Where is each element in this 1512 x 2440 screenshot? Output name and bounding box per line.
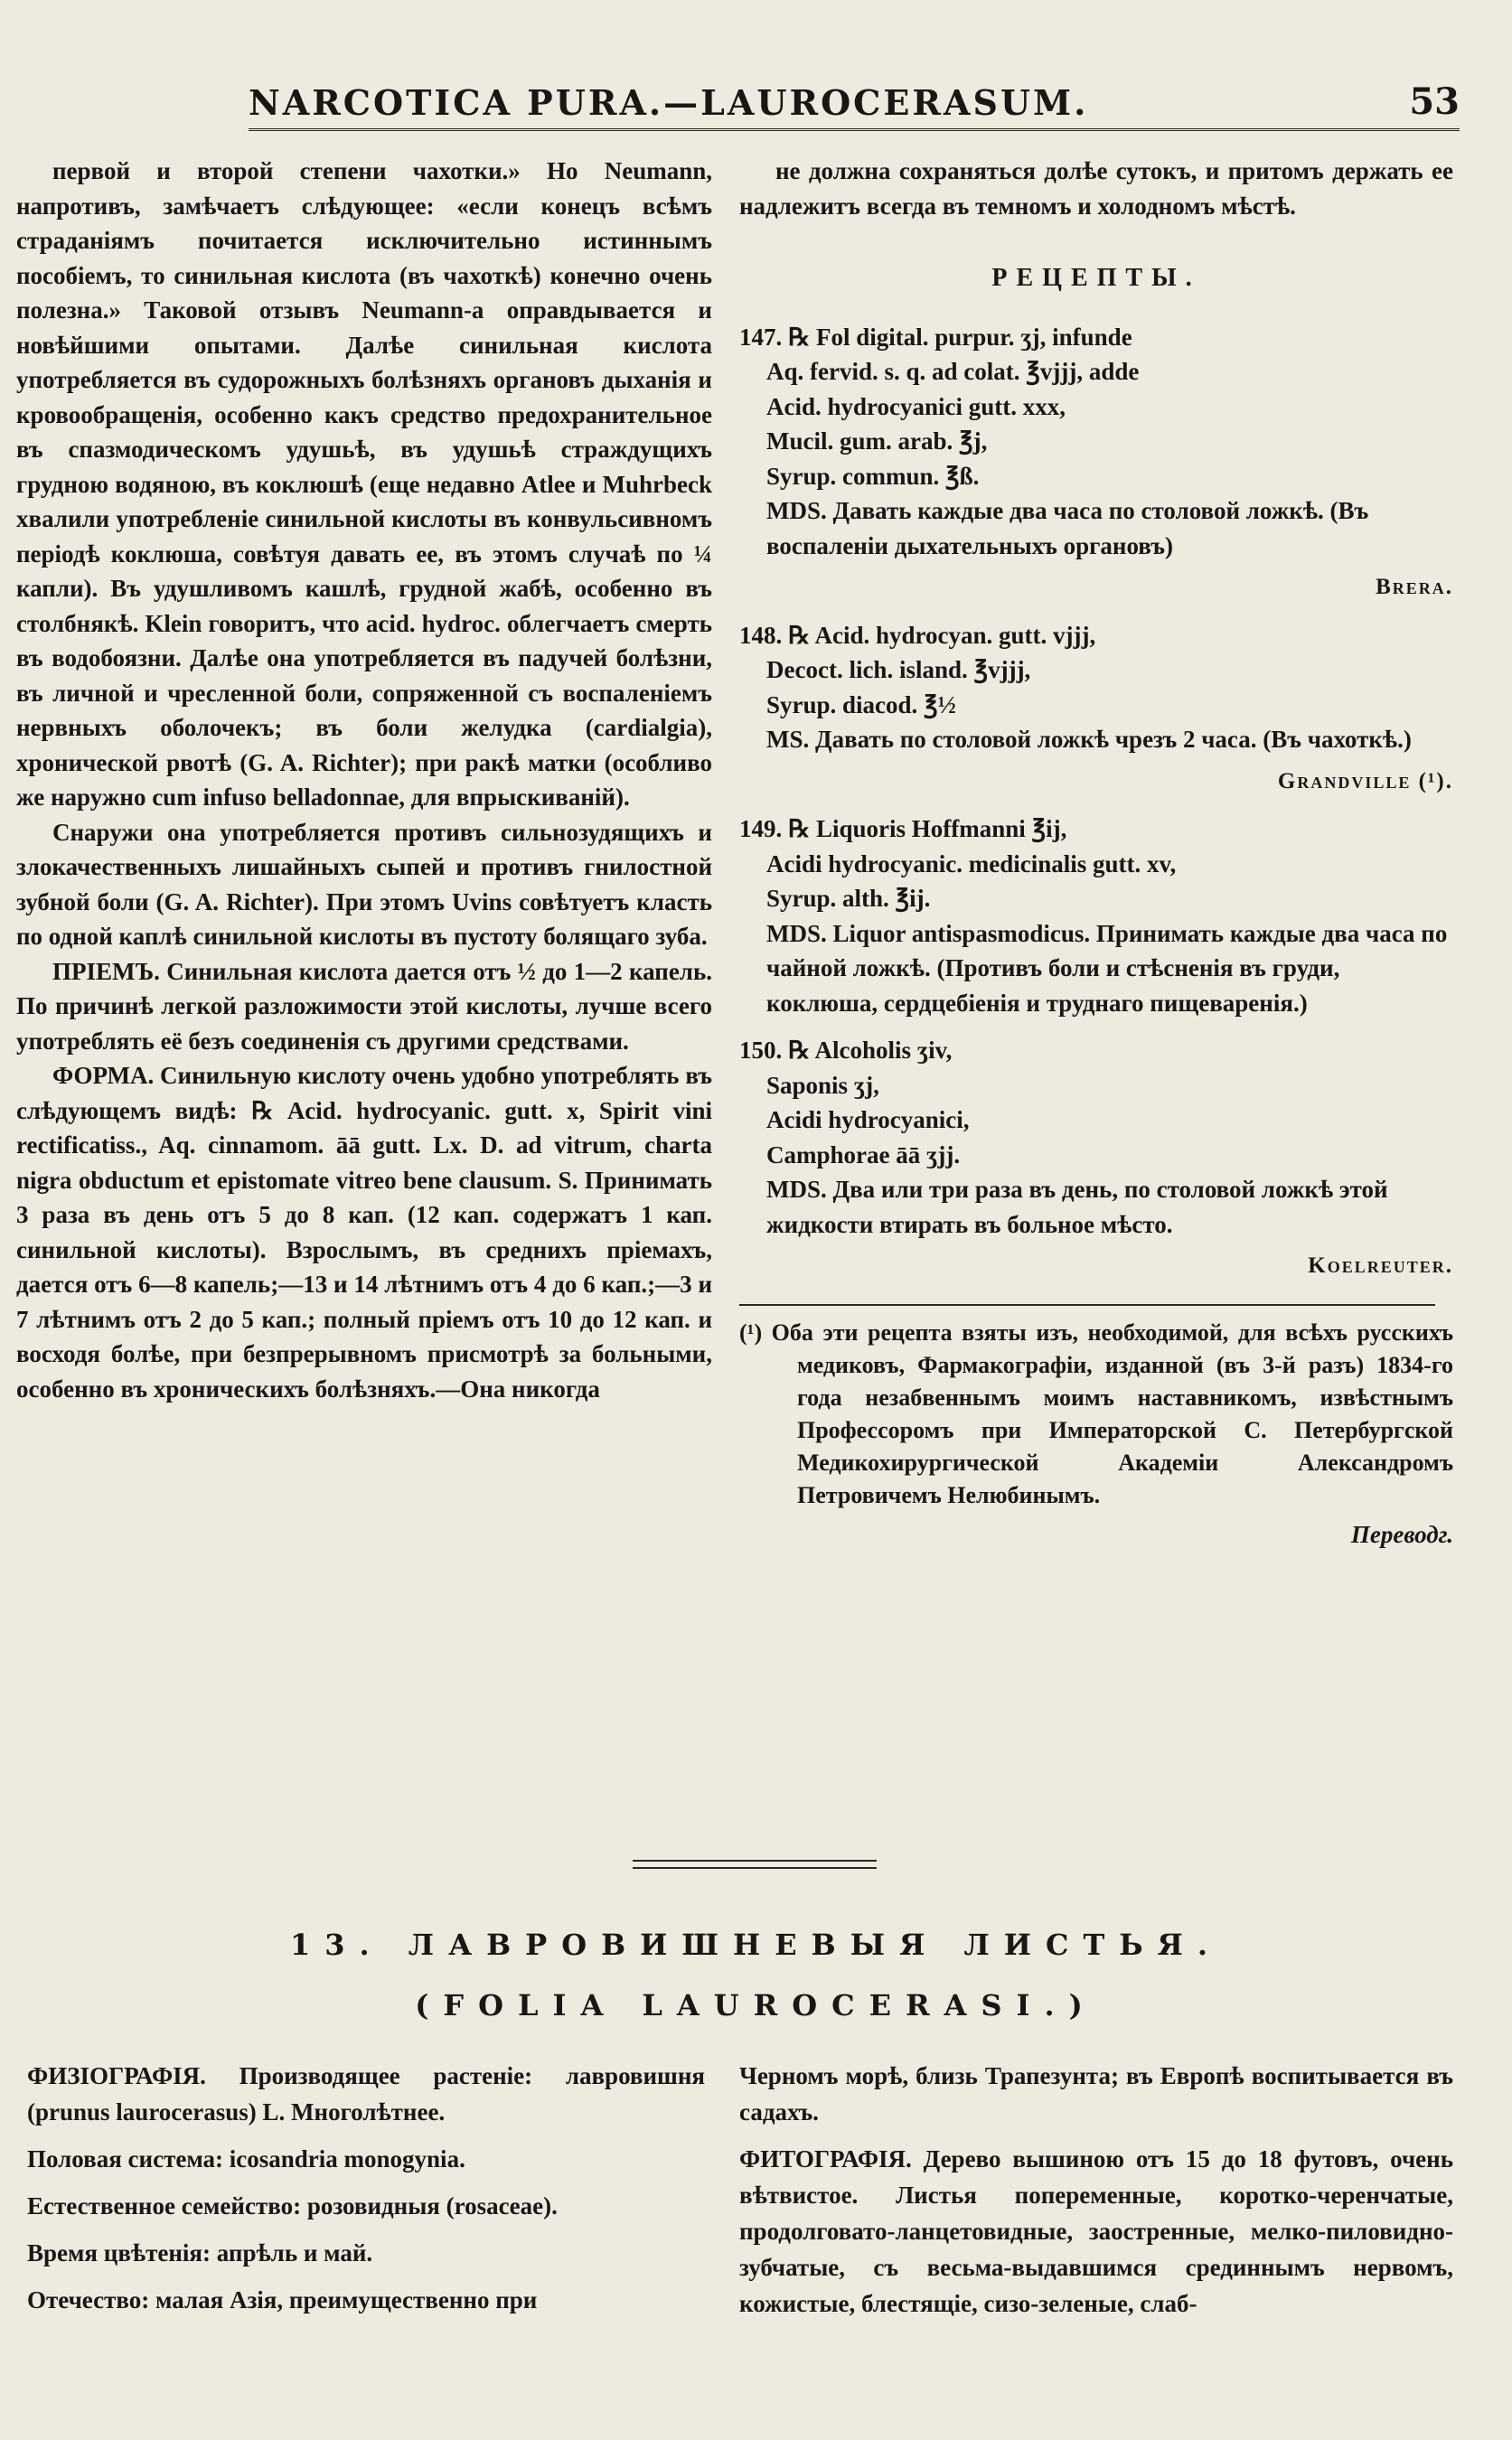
recipe-150 [739, 1033, 1453, 1284]
recipe-author: Grandville (¹). [1277, 768, 1453, 793]
recipe-147 [739, 320, 1453, 605]
recipe-line: MDS. Liquor antispasmodicus. Принимать каждые два часа по чайной ложкѣ. (Противъ боли и стѣсненія въ груди, коклюша, сердцебіенія и труднаго пищеваренія.) [766, 919, 1448, 1017]
recipe-author: Koelreuter. [1308, 1253, 1453, 1278]
footnote: (¹) Оба эти рецепта взяты изъ, необходимой, для всѣхъ русскихъ медиковъ, Фармакографіи, изданной (въ 3-й разъ) 1834-го года незабвеннымъ моимъ наставникомъ, извѣстнымъ Профессоромъ при Императорской С. Петербургской Медикохирургической Академіи Александромъ Петровичемъ Нелюбинымъ. [739, 1319, 1453, 1508]
section-divider [633, 1860, 877, 1869]
recipe-line: 149. ℞ Liquoris Hoffmanni ℥ij, [739, 815, 1067, 842]
recipe-line: 148. ℞ Acid. hydrocyan. gutt. vjjj, [739, 621, 1096, 649]
recipe-line: Saponis ʒj, [766, 1071, 879, 1099]
recipe-line: Mucil. gum. arab. ℥j, [766, 427, 988, 455]
paragraph: Естественное семейство: розовидныя (rosaceae). [27, 2192, 558, 2219]
paragraph: Черномъ морѣ, близь Трапезунта; въ Европѣ воспитывается въ садахъ. [739, 2062, 1453, 2126]
recipe-line: Syrup. diacod. ℥½ [766, 690, 956, 718]
bottom-right-column [739, 2058, 1453, 2332]
paragraph: первой и второй степени чахотки.» Но Neumann, напротивъ, замѣчаетъ слѣдующее: «если конецъ всѣмъ страданіямъ почитается исключительно истиннымъ пособіемъ, то синильная кислота (въ чахоткѣ) конечно очень полезна.» Таковой отзывъ Neumann-а оправдывается и новѣйшими опытами. Далѣе синильная кислота употребляется въ судорожныхъ болѣзняхъ органовъ дыханія и кровообращенія, особенно какъ средство предохранительное въ спазмодическомъ удушьѣ, въ удушьѣ страждущихъ грудною водяною, въ коклюшѣ (еще недавно Atlee и Muhrbeck хвалили употребленіе синильной кислоты въ конвульсивномъ періодѣ коклюша, совѣтуя давать ее, въ этомъ случаѣ по ¼ капли). Въ удушливомъ кашлѣ, грудной жабѣ, особенно въ столбнякѣ. Klein говоритъ, что acid. hydroc. облегчаетъ смерть въ водобоязни. Далѣе она употребляется въ падучей болѣзни, въ личной и чресленной боли, сопряженной съ воспаленіемъ нервныхъ оболочекъ; въ боли желудка (cardialgia), хронической рвотѣ (G. A. Richter); при ракѣ матки (особливо же наружно cum infuso belladonnae, для впрыскиваній). [16, 157, 712, 811]
recipes-heading: РЕЦЕПТЫ. [991, 264, 1201, 292]
paragraph: Время цвѣтенія: апрѣль и май. [27, 2239, 373, 2266]
section-subtitle: (FOLIA LAUROCERASI.) [415, 1988, 1097, 2022]
running-header [249, 80, 1460, 131]
recipe-author: Brera. [1376, 575, 1453, 599]
recipe-line: MDS. Два или три раза въ день, по столовой ложкѣ этой жидкости втирать въ больное мѣсто. [766, 1176, 1388, 1238]
recipe-line: Decoct. lich. island. ℥vjjj, [766, 656, 1031, 683]
paragraph: Отечество: малая Азія, преимущественно при [27, 2286, 538, 2313]
page-number: 53 [1409, 80, 1460, 123]
header-title: NARCOTICA PURA.—LAUROCERASUM. [249, 82, 1089, 123]
paragraph: ПРІЕМЪ. Синильная кислота дается отъ ½ до 1—2 капель. По причинѣ легкой разложимости этой кислоты, лучше всего употреблять её безъ соединенія съ другими средствами. [16, 957, 712, 1055]
recipe-line: MS. Давать по столовой ложкѣ чрезъ 2 часа. (Въ чахоткѣ.) [766, 726, 1412, 753]
recipe-148 [739, 618, 1453, 800]
recipe-line: Acidi hydrocyanici, [766, 1106, 970, 1133]
recipe-line: 150. ℞ Alcoholis ʒiv, [739, 1037, 953, 1064]
paragraph: ФОРМА. Синильную кислоту очень удобно употреблять въ слѣдующемъ видѣ: ℞ Acid. hydrocyanic. gutt. x, Spirit vini rectificatiss., Aq. cinnamom. āā gutt. Lx. D. ad vitrum, charta nigra obductum et epistomate vitreo bene clausum. S. Принимать 3 раза въ день отъ 5 до 8 кап. (12 кап. содержатъ 1 кап. синильной кислоты). Взрослымъ, въ среднихъ пріемахъ, дается отъ 6—8 капель;—13 и 14 лѣтнимъ отъ 4 до 6 кап.;—3 и 7 лѣтнимъ отъ 2 до 5 кап.; полный пріемъ отъ 10 до 12 кап. и восходя болѣе, при безпрерывномъ присмотрѣ за больными, особенно въ хроническихъ болѣзняхъ.—Она никогда [16, 1062, 712, 1403]
recipe-line: Aq. fervid. s. q. ad colat. ℥vjjj, adde [766, 358, 1140, 385]
translator-note: Переводг. [1350, 1520, 1453, 1548]
right-column [739, 154, 1453, 1552]
recipe-line: Acid. hydrocyanici gutt. xxx, [766, 392, 1066, 420]
left-column [16, 154, 712, 1406]
recipe-line: Syrup. alth. ℥ij. [766, 885, 931, 912]
paragraph: ФИТОГРАФІЯ. Дерево вышиною отъ 15 до 18 футовъ, очень вѣтвистое. Листья попеременные, коротко-черенчатые, продолговато-ланцетовидные, заостренные, мелко-пиловидно-зубчатые, съ весьма-выдавшимся срединнымъ нервомъ, кожистые, блестящіе, сизо-зеленые, слаб- [739, 2145, 1453, 2317]
paragraph: Половая система: icosandria monogynia. [27, 2145, 465, 2173]
bottom-left-column [27, 2058, 705, 2329]
recipe-line: Syrup. commun. ℥ß. [766, 462, 980, 490]
recipe-line: Acidi hydrocyanic. medicinalis gutt. xv, [766, 849, 1177, 877]
recipe-line: MDS. Давать каждые два часа по столовой ложкѣ. (Въ воспаленіи дыхательныхъ органовъ) [766, 497, 1369, 559]
paragraph: ФИЗІОГРАФІЯ. Производящее растеніе: лавровишня (prunus laurocerasus) L. Многолѣтнее. [27, 2062, 705, 2126]
recipe-149 [739, 812, 1453, 1020]
paragraph: Снаружи она употребляется противъ сильнозудящихъ и злокачественныхъ лишайныхъ сыпей и противъ гнилостной зубной боли (G. A. Richter). При этомъ Uvins совѣтуетъ класть по одной каплѣ синильной кислоты въ пустоту болящаго зуба. [16, 818, 712, 950]
recipe-line: Camphorae āā ʒjj. [766, 1140, 961, 1168]
recipe-line: 147. ℞ Fol digital. purpur. ʒj, infunde [739, 323, 1132, 351]
footnote-rule [739, 1304, 1435, 1306]
paragraph: не должна сохраняться долѣе сутокъ, и притомъ держать ее надлежитъ всегда въ темномъ и холодномъ мѣстѣ. [739, 157, 1453, 220]
section-title: 13. ЛАВРОВИШНЕВЫЯ ЛИСТЬЯ. [289, 1928, 1223, 1962]
